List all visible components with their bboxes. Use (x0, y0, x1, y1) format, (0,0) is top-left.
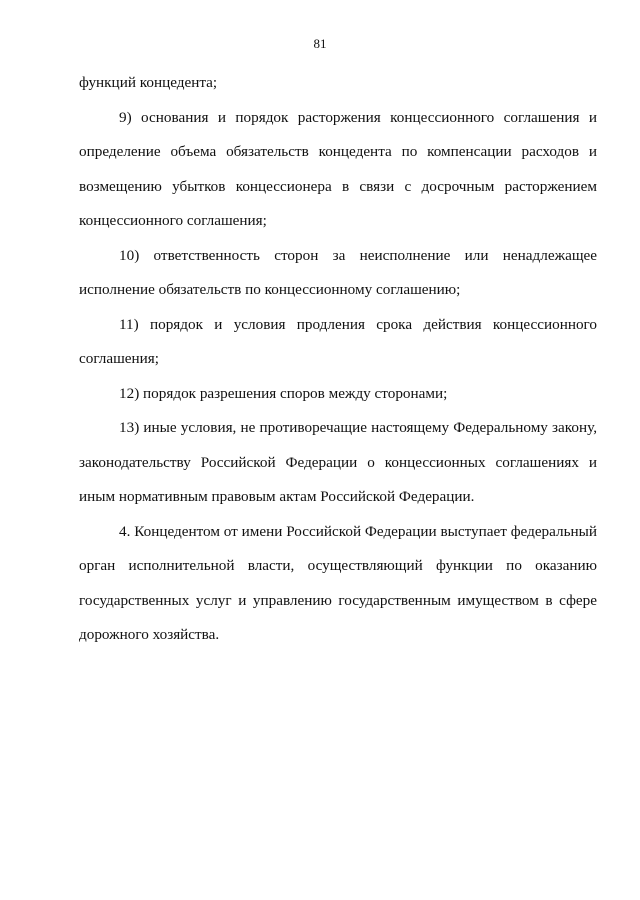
text-line: 11) порядок и условия продления срока действия концессионного (119, 315, 597, 333)
text-line: функций концедента; (79, 74, 218, 91)
text-line: 4. Концедентом от имени Российской Федерации выступает федеральный (119, 522, 597, 540)
text-line: дорожного хозяйства. (79, 626, 220, 643)
text-line: концессионного соглашения; (79, 212, 267, 229)
text-line: исполнение обязательств по концессионному соглашению; (79, 281, 461, 298)
text-line: государственных услуг и управлению государственным имуществом в сфере (79, 591, 597, 609)
text-line: законодательству Российской Федерации о концессионных соглашениях и (79, 453, 597, 471)
text-line: иным нормативным правовым актам Российской Федерации. (79, 488, 475, 505)
text-line: 13) иные условия, не противоречащие настоящему Федеральному закону, (119, 419, 597, 436)
text-line: 10) ответственность сторон за неисполнение или ненадлежащее (119, 246, 597, 264)
text-line: орган исполнительной власти, осуществляющий функции по оказанию (79, 557, 597, 574)
text-line: возмещению убытков концессионера в связи с досрочным расторжением (79, 177, 597, 195)
text-line: 9) основания и порядок расторжения концессионного соглашения и (119, 108, 597, 126)
text-line: 12) порядок разрешения споров между сторонами; (119, 384, 448, 402)
page-body (79, 72, 597, 659)
text-line: соглашения; (79, 350, 160, 367)
page-number: 81 (313, 36, 327, 51)
text-line: определение объема обязательств концедента по компенсации расходов и (79, 143, 597, 160)
